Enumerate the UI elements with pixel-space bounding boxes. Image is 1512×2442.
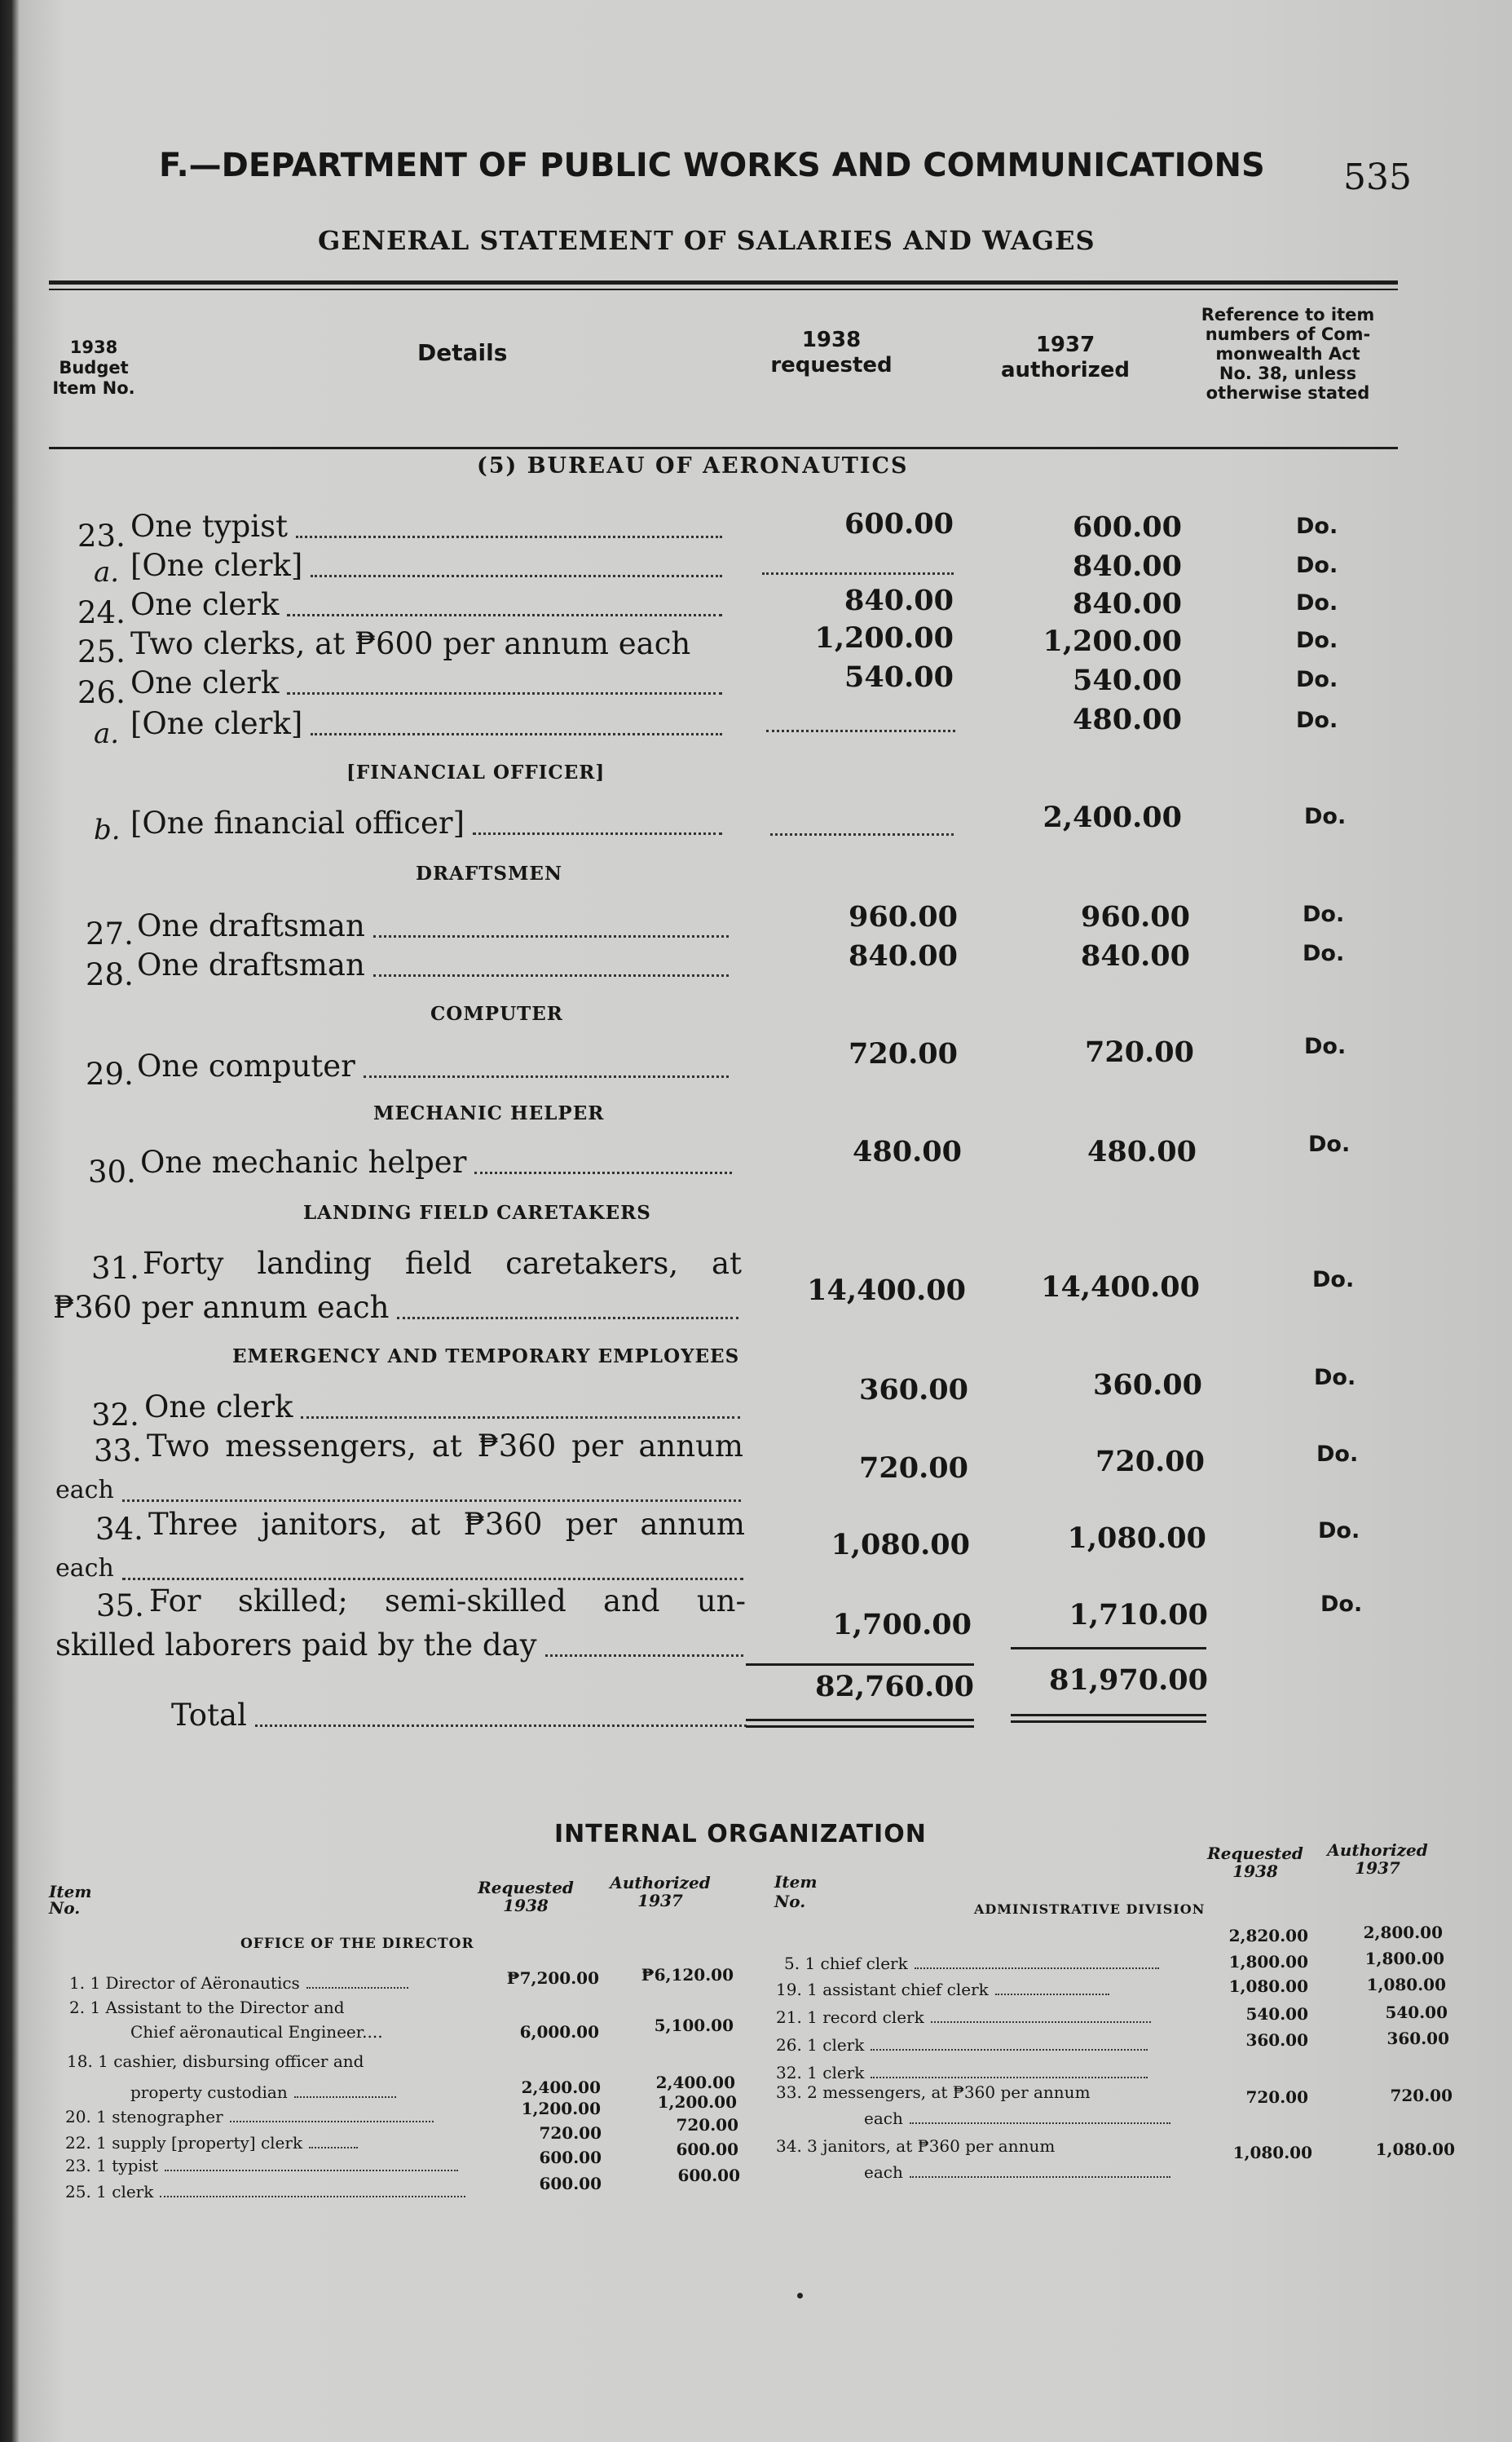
io-right-auth-6: 720.00 bbox=[1390, 2086, 1452, 2105]
io-left-auth-1: ₱6,120.00 bbox=[641, 1965, 734, 1985]
col-authorized-l2: authorized bbox=[1001, 358, 1130, 382]
io-left-auth-2: 5,100.00 bbox=[654, 2016, 734, 2035]
io-right-req-1: 1,800.00 bbox=[1228, 1952, 1308, 1972]
row-auth-28: 840.00 bbox=[1081, 939, 1190, 973]
io-right-auth-7: 1,080.00 bbox=[1375, 2140, 1455, 2159]
dot-leader bbox=[287, 692, 722, 695]
io-right-row-1-text: 5. 1 chief clerk bbox=[784, 1954, 908, 1973]
io-right-no-label: No. bbox=[774, 1892, 806, 1911]
row-detail-30 bbox=[140, 1142, 735, 1184]
row-no-34: 34. bbox=[95, 1512, 143, 1547]
row-detail-32 bbox=[144, 1386, 743, 1429]
row-ref-30: Do. bbox=[1308, 1132, 1351, 1157]
dot-leader bbox=[301, 1416, 740, 1419]
row-detail-26-text: One clerk bbox=[130, 665, 280, 700]
io-right-req-label: Requested bbox=[1207, 1844, 1303, 1863]
row-req-32: 360.00 bbox=[859, 1373, 968, 1406]
io-right-row-7-cont bbox=[864, 2162, 1170, 2182]
row-no-31: 31. bbox=[91, 1251, 139, 1286]
io-left-req-4: 1,200.00 bbox=[521, 2099, 601, 2118]
row-ref-34: Do. bbox=[1318, 1518, 1360, 1543]
row-ref-35: Do. bbox=[1320, 1592, 1363, 1617]
io-left-row-6-text: 23. 1 typist bbox=[65, 2156, 159, 2175]
row-detail-25 bbox=[130, 623, 725, 665]
row-no-24: 24. bbox=[77, 595, 126, 630]
row-ref-26: Do. bbox=[1296, 667, 1338, 692]
io-right-row-5 bbox=[776, 2063, 1148, 2082]
io-left-req-year: 1938 bbox=[503, 1896, 549, 1915]
row-detail-33-cont bbox=[55, 1469, 744, 1512]
col-reference bbox=[1178, 305, 1398, 403]
row-no-29: 29. bbox=[86, 1057, 134, 1092]
io-right-row-6: 33. 2 messengers, at ₱360 per annum bbox=[776, 2082, 1091, 2102]
io-left-auth-label: Authorized bbox=[610, 1873, 711, 1892]
row-req-28: 840.00 bbox=[849, 939, 958, 973]
dot-leader bbox=[311, 575, 722, 577]
io-right-auth-0: 2,800.00 bbox=[1363, 1923, 1443, 1942]
io-right-auth-year: 1937 bbox=[1355, 1858, 1400, 1878]
io-left-row-7 bbox=[65, 2182, 465, 2201]
row-ref-25: Do. bbox=[1296, 628, 1338, 653]
row-detail-24 bbox=[130, 584, 725, 626]
row-detail-35-text2: skilled laborers paid by the day bbox=[55, 1627, 537, 1663]
col-requested-l1: 1938 bbox=[801, 328, 862, 352]
io-left-req-label: Requested bbox=[478, 1878, 574, 1897]
ink-dot bbox=[797, 2293, 803, 2298]
io-right-req-head bbox=[1198, 1844, 1312, 1880]
dot-leader bbox=[306, 1987, 408, 1989]
dot-leader bbox=[397, 1317, 738, 1319]
dot-leader bbox=[230, 2121, 434, 2122]
col-reference-l4: No. 38, unless bbox=[1219, 364, 1357, 383]
total-rule-auth-2 bbox=[1011, 1720, 1206, 1723]
row-auth-a1: 840.00 bbox=[1073, 550, 1182, 583]
col-reference-l1: Reference to item bbox=[1201, 305, 1375, 325]
dot-leader bbox=[160, 2196, 465, 2197]
row-detail-34-text2: each bbox=[55, 1554, 114, 1583]
row-ref-a1: Do. bbox=[1296, 553, 1338, 578]
io-left-req-head bbox=[469, 1879, 583, 1914]
row-detail-31-cont bbox=[53, 1287, 742, 1329]
col-authorized-l1: 1937 bbox=[1035, 333, 1095, 357]
row-ref-27: Do. bbox=[1303, 902, 1345, 927]
row-auth-34: 1,080.00 bbox=[1067, 1521, 1206, 1555]
io-right-item-head bbox=[774, 1872, 817, 1911]
row-req-26: 540.00 bbox=[844, 660, 954, 694]
row-detail-35: For skilled; semi-skilled and un- bbox=[149, 1583, 746, 1618]
io-right-req-7: 1,080.00 bbox=[1232, 2143, 1312, 2162]
io-left-req-7: 600.00 bbox=[539, 2174, 602, 2193]
row-auth-25: 1,200.00 bbox=[1043, 625, 1182, 658]
io-right-auth-label: Authorized bbox=[1327, 1840, 1428, 1860]
io-left-req-5: 720.00 bbox=[539, 2123, 602, 2143]
row-detail-28 bbox=[137, 944, 732, 987]
row-req-25: 1,200.00 bbox=[814, 621, 954, 655]
io-right-row-3 bbox=[776, 2007, 1151, 2027]
dot-leader bbox=[373, 974, 729, 977]
department-header: F.—DEPARTMENT OF PUBLIC WORKS AND COMMUNICATIONS bbox=[159, 147, 1265, 184]
io-left-auth-7: 600.00 bbox=[677, 2166, 740, 2185]
io-right-row-6-text2: each bbox=[864, 2109, 903, 2128]
row-ref-29: Do. bbox=[1304, 1034, 1347, 1059]
row-detail-32-text: One clerk bbox=[144, 1389, 293, 1424]
io-left-row-3-cont bbox=[130, 2082, 396, 2102]
subhead-draftsmen: DRAFTSMEN bbox=[416, 863, 562, 885]
io-right-auth-1: 1,800.00 bbox=[1364, 1949, 1444, 1968]
internal-title: INTERNAL ORGANIZATION bbox=[554, 1820, 927, 1848]
dot-leader bbox=[474, 1172, 732, 1174]
row-req-33: 720.00 bbox=[859, 1451, 968, 1485]
row-auth-a2: 480.00 bbox=[1073, 703, 1182, 736]
io-right-row-4 bbox=[776, 2035, 1148, 2055]
row-no-35: 35. bbox=[96, 1588, 144, 1623]
row-req-27: 960.00 bbox=[849, 900, 958, 934]
sum-rule-auth bbox=[1011, 1647, 1206, 1649]
io-left-row-2: 2. 1 Assistant to the Director and bbox=[69, 1998, 345, 2017]
subhead-emergency: EMERGENCY AND TEMPORARY EMPLOYEES bbox=[232, 1345, 740, 1367]
row-req-b-blank bbox=[770, 833, 954, 836]
row-no-32: 32. bbox=[91, 1398, 139, 1433]
row-ref-32: Do. bbox=[1314, 1365, 1356, 1390]
io-right-item-label: Item bbox=[774, 1872, 818, 1892]
dot-leader bbox=[373, 935, 729, 938]
subhead-mechanic: MECHANIC HELPER bbox=[373, 1102, 605, 1124]
dot-leader bbox=[931, 2021, 1151, 2023]
row-ref-a2: Do. bbox=[1296, 708, 1338, 733]
row-no-28: 28. bbox=[86, 957, 134, 992]
io-right-row-7: 34. 3 janitors, at ₱360 per annum bbox=[776, 2136, 1056, 2156]
dot-leader bbox=[915, 1967, 1159, 1969]
row-auth-23: 600.00 bbox=[1073, 510, 1182, 544]
row-ref-23: Do. bbox=[1296, 514, 1338, 539]
row-no-27: 27. bbox=[86, 916, 134, 952]
io-right-row-1 bbox=[784, 1954, 1159, 1973]
io-right-auth-head bbox=[1320, 1841, 1435, 1877]
dot-leader bbox=[309, 2147, 358, 2148]
row-detail-33: Two messengers, at ₱360 per annum bbox=[147, 1429, 743, 1464]
col-item-no bbox=[49, 338, 139, 399]
row-detail-a2-text: [One clerk] bbox=[130, 706, 303, 741]
row-no-a1: a. bbox=[94, 556, 120, 589]
row-ref-24: Do. bbox=[1296, 590, 1338, 616]
row-detail-29 bbox=[137, 1045, 732, 1088]
io-left-row-3: 18. 1 cashier, disbursing officer and bbox=[67, 2051, 364, 2071]
total-rule-req-2 bbox=[746, 1725, 974, 1728]
row-auth-29: 720.00 bbox=[1085, 1036, 1194, 1069]
io-left-item-head bbox=[49, 1883, 91, 1916]
io-left-row-2-cont: Chief aëronautical Engineer.... bbox=[130, 2022, 383, 2042]
io-right-req-4: 360.00 bbox=[1245, 2030, 1308, 2050]
io-left-row-4-text: 20. 1 stenographer bbox=[65, 2107, 223, 2126]
row-auth-35: 1,710.00 bbox=[1069, 1598, 1208, 1632]
row-detail-30-text: One mechanic helper bbox=[140, 1145, 467, 1180]
io-left-auth-5: 720.00 bbox=[676, 2115, 738, 2135]
io-right-row-3-text: 21. 1 record clerk bbox=[776, 2007, 924, 2027]
row-detail-25-text: Two clerks, at ₱600 per annum each bbox=[130, 626, 691, 661]
dot-leader bbox=[910, 2122, 1170, 2124]
row-auth-30: 480.00 bbox=[1087, 1135, 1197, 1168]
io-left-auth-year: 1937 bbox=[637, 1891, 683, 1910]
io-right-auth-2: 1,080.00 bbox=[1366, 1975, 1446, 1994]
io-left-row-3-text2: property custodian bbox=[130, 2082, 288, 2102]
io-right-row-4-text: 26. 1 clerk bbox=[776, 2035, 865, 2055]
row-detail-23 bbox=[130, 506, 725, 548]
top-rule-thin bbox=[49, 289, 1398, 290]
subhead-landing: LANDING FIELD CARETAKERS bbox=[303, 1202, 651, 1224]
col-requested bbox=[770, 328, 893, 378]
row-detail-27 bbox=[137, 905, 732, 947]
io-left-row-6 bbox=[65, 2156, 458, 2175]
dot-leader bbox=[122, 1499, 741, 1502]
row-no-b: b. bbox=[94, 814, 121, 846]
io-left-no-label: No. bbox=[49, 1898, 81, 1918]
statement-title: GENERAL STATEMENT OF SALARIES AND WAGES bbox=[318, 225, 1095, 256]
row-req-a1-blank bbox=[762, 572, 954, 575]
io-left-auth-6: 600.00 bbox=[676, 2140, 738, 2159]
io-left-auth-head bbox=[603, 1874, 717, 1910]
dot-leader bbox=[165, 2170, 458, 2171]
dot-leader bbox=[910, 2176, 1170, 2178]
row-detail-34: Three janitors, at ₱360 per annum bbox=[148, 1507, 745, 1542]
col-reference-l5: otherwise stated bbox=[1206, 383, 1370, 403]
row-detail-31: Forty landing field caretakers, at bbox=[143, 1246, 742, 1281]
col-reference-l3: monwealth Act bbox=[1215, 344, 1360, 364]
io-right-req-year: 1938 bbox=[1232, 1861, 1278, 1881]
dot-leader bbox=[871, 2077, 1148, 2078]
row-ref-31: Do. bbox=[1312, 1267, 1355, 1292]
io-right-req-6: 720.00 bbox=[1245, 2087, 1308, 2107]
io-left-req-2: 6,000.00 bbox=[519, 2022, 599, 2042]
dot-leader bbox=[294, 2096, 396, 2098]
total-row bbox=[171, 1694, 750, 1737]
row-req-35: 1,700.00 bbox=[832, 1608, 972, 1641]
row-auth-b: 2,400.00 bbox=[1043, 801, 1182, 834]
dot-leader bbox=[995, 1994, 1109, 1995]
row-auth-33: 720.00 bbox=[1095, 1445, 1205, 1478]
col-item-no-l2: Budget bbox=[59, 358, 129, 378]
dot-leader bbox=[364, 1075, 729, 1078]
total-rule-req-1 bbox=[746, 1719, 974, 1721]
dot-leader bbox=[473, 832, 722, 835]
subhead-financial: [FINANCIAL OFFICER] bbox=[346, 762, 606, 784]
row-no-33: 33. bbox=[94, 1433, 142, 1468]
dot-leader bbox=[122, 1578, 743, 1580]
row-req-24: 840.00 bbox=[844, 584, 954, 617]
io-left-row-5-text: 22. 1 supply [property] clerk bbox=[65, 2133, 303, 2153]
io-right-auth-3: 540.00 bbox=[1385, 2003, 1448, 2022]
row-req-a2-blank bbox=[766, 730, 955, 732]
row-auth-26: 540.00 bbox=[1073, 664, 1182, 697]
row-detail-29-text: One computer bbox=[137, 1049, 355, 1084]
col-reference-l2: numbers of Com- bbox=[1205, 325, 1371, 344]
row-detail-33-text2: each bbox=[55, 1476, 114, 1504]
io-right-req-0: 2,820.00 bbox=[1228, 1926, 1308, 1945]
col-item-no-l1: 1938 bbox=[69, 338, 118, 357]
row-req-30: 480.00 bbox=[853, 1135, 962, 1168]
dot-leader bbox=[871, 2049, 1148, 2051]
io-division-head: ADMINISTRATIVE DIVISION bbox=[974, 1901, 1206, 1917]
io-right-row-2-text: 19. 1 assistant chief clerk bbox=[776, 1980, 989, 1999]
dot-leader bbox=[287, 614, 722, 616]
row-req-29: 720.00 bbox=[849, 1037, 958, 1071]
page-number: 535 bbox=[1343, 157, 1412, 198]
io-right-req-2: 1,080.00 bbox=[1228, 1976, 1308, 1996]
row-auth-27: 960.00 bbox=[1081, 900, 1190, 934]
row-detail-b-text: [One financial officer] bbox=[130, 806, 465, 841]
sum-rule-req bbox=[746, 1663, 974, 1666]
dot-leader bbox=[545, 1654, 743, 1657]
total-rule-auth-1 bbox=[1011, 1714, 1206, 1716]
row-no-25: 25. bbox=[77, 634, 126, 669]
row-detail-24-text: One clerk bbox=[130, 587, 280, 622]
row-ref-33: Do. bbox=[1316, 1442, 1359, 1467]
row-auth-32: 360.00 bbox=[1093, 1368, 1202, 1402]
row-detail-26 bbox=[130, 662, 725, 704]
col-requested-l2: requested bbox=[770, 353, 893, 378]
io-office-head: OFFICE OF THE DIRECTOR bbox=[240, 1936, 474, 1952]
row-detail-35-cont bbox=[55, 1624, 747, 1667]
row-detail-27-text: One draftsman bbox=[137, 908, 365, 943]
dot-leader bbox=[296, 536, 722, 538]
row-req-34: 1,080.00 bbox=[831, 1528, 970, 1561]
row-detail-a2 bbox=[130, 703, 725, 745]
col-authorized bbox=[996, 333, 1135, 383]
io-left-req-6: 600.00 bbox=[539, 2148, 602, 2167]
col-details: Details bbox=[417, 339, 508, 366]
io-left-row-5 bbox=[65, 2133, 358, 2153]
dot-leader bbox=[311, 733, 722, 735]
io-left-row-7-text: 25. 1 clerk bbox=[65, 2182, 154, 2201]
row-req-31: 14,400.00 bbox=[807, 1274, 966, 1307]
io-left-auth-4: 1,200.00 bbox=[657, 2092, 737, 2112]
total-auth: 81,970.00 bbox=[1049, 1663, 1208, 1697]
io-right-row-2 bbox=[776, 1980, 1109, 1999]
io-left-item-label: Item bbox=[49, 1882, 92, 1901]
io-left-req-3: 2,400.00 bbox=[521, 2078, 601, 2097]
row-req-23: 600.00 bbox=[844, 507, 954, 541]
row-detail-a1-text: [One clerk] bbox=[130, 548, 303, 583]
row-no-23: 23. bbox=[77, 519, 126, 554]
header-rule bbox=[49, 447, 1398, 449]
io-left-auth-3: 2,400.00 bbox=[655, 2073, 735, 2092]
io-left-row-1 bbox=[69, 1973, 408, 1993]
row-no-26: 26. bbox=[77, 675, 126, 710]
io-left-row-4 bbox=[65, 2107, 434, 2126]
row-detail-28-text: One draftsman bbox=[137, 947, 365, 983]
subhead-computer: COMPUTER bbox=[430, 1003, 563, 1025]
row-detail-b bbox=[130, 802, 725, 845]
col-item-no-l3: Item No. bbox=[52, 378, 135, 398]
io-right-row-5-text: 32. 1 clerk bbox=[776, 2063, 865, 2082]
io-left-row-1-text: 1. 1 Director of Aëronautics bbox=[69, 1973, 300, 1993]
row-auth-24: 840.00 bbox=[1073, 587, 1182, 620]
dot-leader bbox=[255, 1724, 747, 1727]
row-detail-31-text2: ₱360 per annum each bbox=[53, 1290, 390, 1325]
row-detail-23-text: One typist bbox=[130, 509, 288, 544]
io-left-req-1: ₱7,200.00 bbox=[506, 1968, 599, 1988]
row-ref-28: Do. bbox=[1303, 941, 1345, 966]
row-no-30: 30. bbox=[88, 1155, 136, 1190]
io-right-auth-4: 360.00 bbox=[1386, 2029, 1449, 2048]
io-right-row-6-cont bbox=[864, 2109, 1170, 2128]
row-no-a2: a. bbox=[94, 718, 120, 750]
total-req: 82,760.00 bbox=[815, 1670, 974, 1703]
row-ref-b: Do. bbox=[1304, 804, 1347, 829]
bureau-title: (5) BUREAU OF AERONAUTICS bbox=[477, 453, 909, 479]
io-right-req-3: 540.00 bbox=[1245, 2004, 1308, 2024]
row-auth-31: 14,400.00 bbox=[1041, 1270, 1200, 1304]
row-detail-a1 bbox=[130, 545, 725, 587]
total-label: Total bbox=[171, 1698, 247, 1733]
top-rule bbox=[49, 280, 1398, 285]
io-right-row-7-text2: each bbox=[864, 2162, 903, 2182]
